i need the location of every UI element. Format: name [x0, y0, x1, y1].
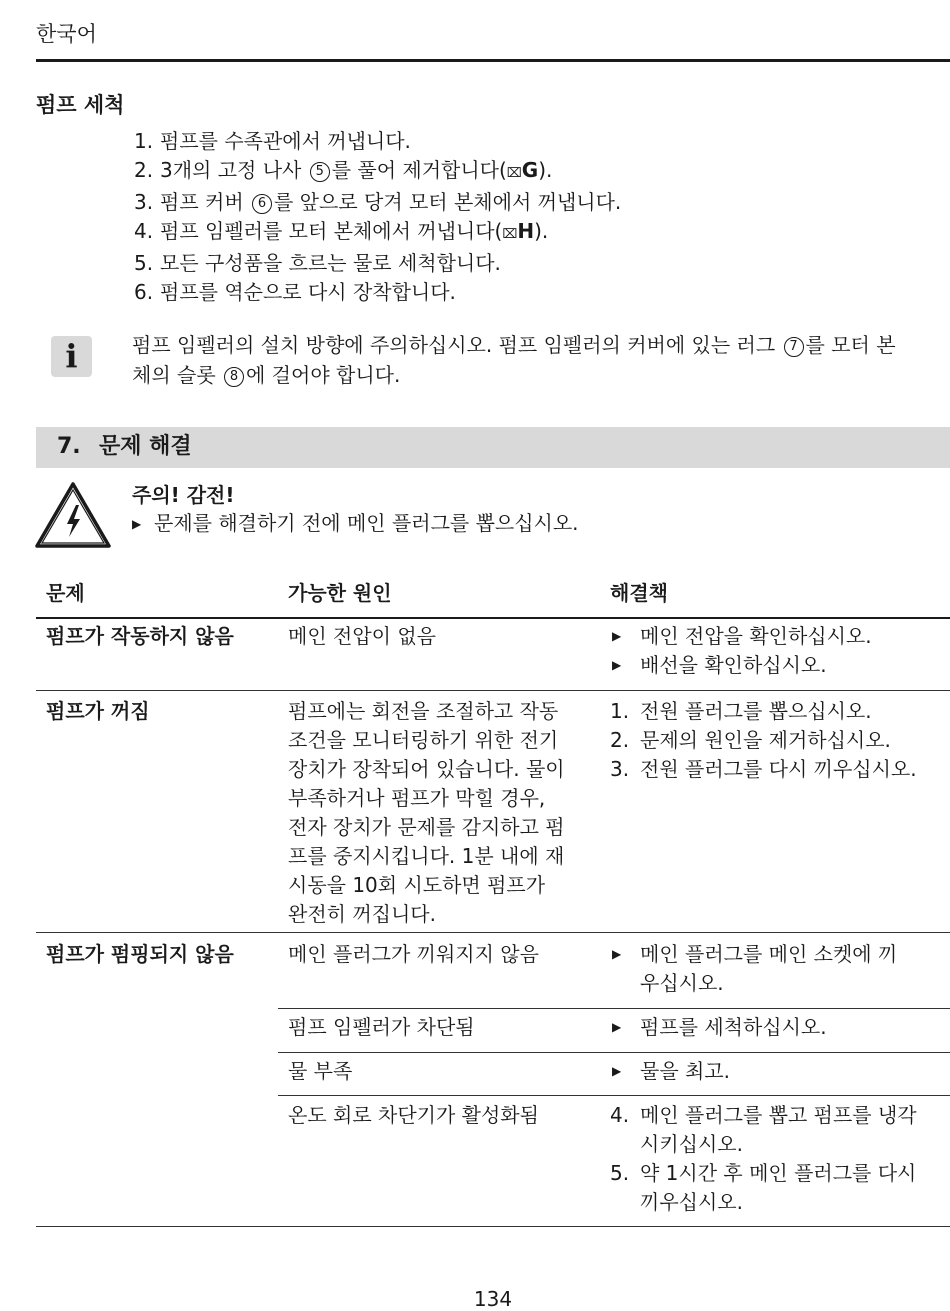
info-note: 펌프 임펠러의 설치 방향에 주의하십시오. 펌프 임펠러의 커버에 있는 러그 7 를 모터 본 체의 슬롯 8 에 걸어야 합니다.: [132, 333, 896, 387]
callout-number-5: 5: [310, 162, 330, 182]
table-bottom-rule: [36, 1226, 950, 1227]
header-rule: [36, 59, 950, 62]
warning-title: 주의! 감전!: [132, 483, 235, 507]
warning-instruction: ▶ 문제를 해결하기 전에 메인 플러그를 뽑으십시오.: [132, 509, 579, 538]
section-title-troubleshooting: 문제 해결: [99, 434, 192, 459]
table-cell-problem: 펌프가 꺼짐: [46, 699, 150, 723]
callout-number-7: 7: [784, 337, 804, 357]
list-item: 2. 3개의 고정 나사 5 를 풀어 제거합니다(⌧G).: [134, 158, 553, 182]
callout-number-8: 8: [224, 367, 244, 387]
column-header-problem: 문제: [46, 581, 85, 605]
table-cell-cause: 메인 전압이 없음: [288, 624, 436, 648]
figure-ref-icon: ⌧: [502, 227, 518, 242]
electric-shock-warning-icon: [34, 481, 112, 549]
cleaning-steps-list: [134, 127, 621, 307]
page-number: 134: [473, 1287, 513, 1311]
section-number: 7.: [57, 434, 81, 459]
table-cell-cause: 물 부족: [288, 1059, 353, 1083]
section-title-cleaning: 펌프 세척: [36, 93, 125, 117]
table-cell-solution: ▶ 펌프를 세척하십시오.: [610, 1013, 950, 1042]
column-header-cause: 가능한 원인: [288, 581, 392, 605]
table-cell-solution: ▶ 메인 플러그를 메인 소켓에 끼 우십시오.: [610, 940, 950, 998]
list-item: 4. 펌프 임펠러를 모터 본체에서 꺼냅니다(⌧H).: [134, 219, 549, 243]
table-subrow-divider: [278, 1095, 950, 1096]
list-item: 3. 펌프 커버 6 를 앞으로 당겨 모터 본체에서 꺼냅니다.: [134, 190, 622, 214]
table-subrow-divider: [278, 1008, 950, 1009]
bullet-triangle-icon: ▶: [612, 1020, 622, 1034]
table-cell-solution: ▶ 메인 전압을 확인하십시오. ▶ 배선을 확인하십시오.: [610, 622, 950, 680]
language-label: 한국어: [36, 22, 97, 46]
bullet-triangle-icon: ▶: [612, 947, 622, 961]
table-cell-cause: 온도 회로 차단기가 활성화됨: [288, 1103, 539, 1127]
table-cell-cause: 메인 플러그가 끼워지지 않음: [288, 942, 539, 966]
table-cell-cause: 펌프 임펠러가 차단됨: [288, 1015, 475, 1039]
bullet-triangle-icon: ▶: [612, 658, 622, 672]
table-cell-problem: 펌프가 작동하지 않음: [46, 624, 234, 648]
callout-number-6: 6: [252, 194, 272, 214]
table-row-divider: [36, 932, 950, 933]
list-item: 1. 펌프를 수족관에서 꺼냅니다.: [134, 129, 411, 153]
table-cell-solution: ▶ 물을 최고.: [610, 1057, 950, 1086]
table-rule: [36, 617, 950, 619]
figure-ref: H: [517, 219, 535, 243]
table-subrow-divider: [278, 1052, 950, 1053]
bullet-triangle-icon: ▶: [612, 629, 622, 643]
bullet-triangle-icon: ▶: [612, 1064, 622, 1078]
figure-ref-icon: ⌧: [506, 166, 522, 181]
info-icon: i: [51, 336, 92, 377]
list-item: 5. 모든 구성품을 흐르는 물로 세척합니다.: [134, 251, 501, 275]
table-cell-problem: 펌프가 펌핑되지 않음: [46, 942, 234, 966]
table-cell-cause: 펌프에는 회전을 조절하고 작동 조건을 모니터링하기 위한 전기 장치가 장착되어 있습니다. 물이 부족하거나 펌프가 막힐 경우, 전자 장치가 문제를 감지하고 펌 프를 중지시킵니다. 1분 내에 재 시동을 10회 시도하면 펌프가 완전히 꺼집니다.: [288, 699, 565, 926]
table-cell-solution: 4. 메인 플러그를 뽑고 펌프를 냉각 시키십시오. 5. 약 1시간 후 메인 플러그를 다시 끼우십시오.: [610, 1103, 917, 1214]
column-header-solution: 해결책: [610, 581, 668, 605]
figure-ref: G: [521, 158, 539, 182]
list-item: 6. 펌프를 역순으로 다시 장착합니다.: [134, 280, 456, 304]
table-cell-solution: 1. 전원 플러그를 뽑으십시오. 2. 문제의 원인을 제거하십시오. 3. 전원 플러그를 다시 끼우십시오.: [610, 699, 917, 781]
table-row-divider: [36, 690, 950, 691]
bullet-triangle-icon: ▶: [132, 517, 142, 531]
